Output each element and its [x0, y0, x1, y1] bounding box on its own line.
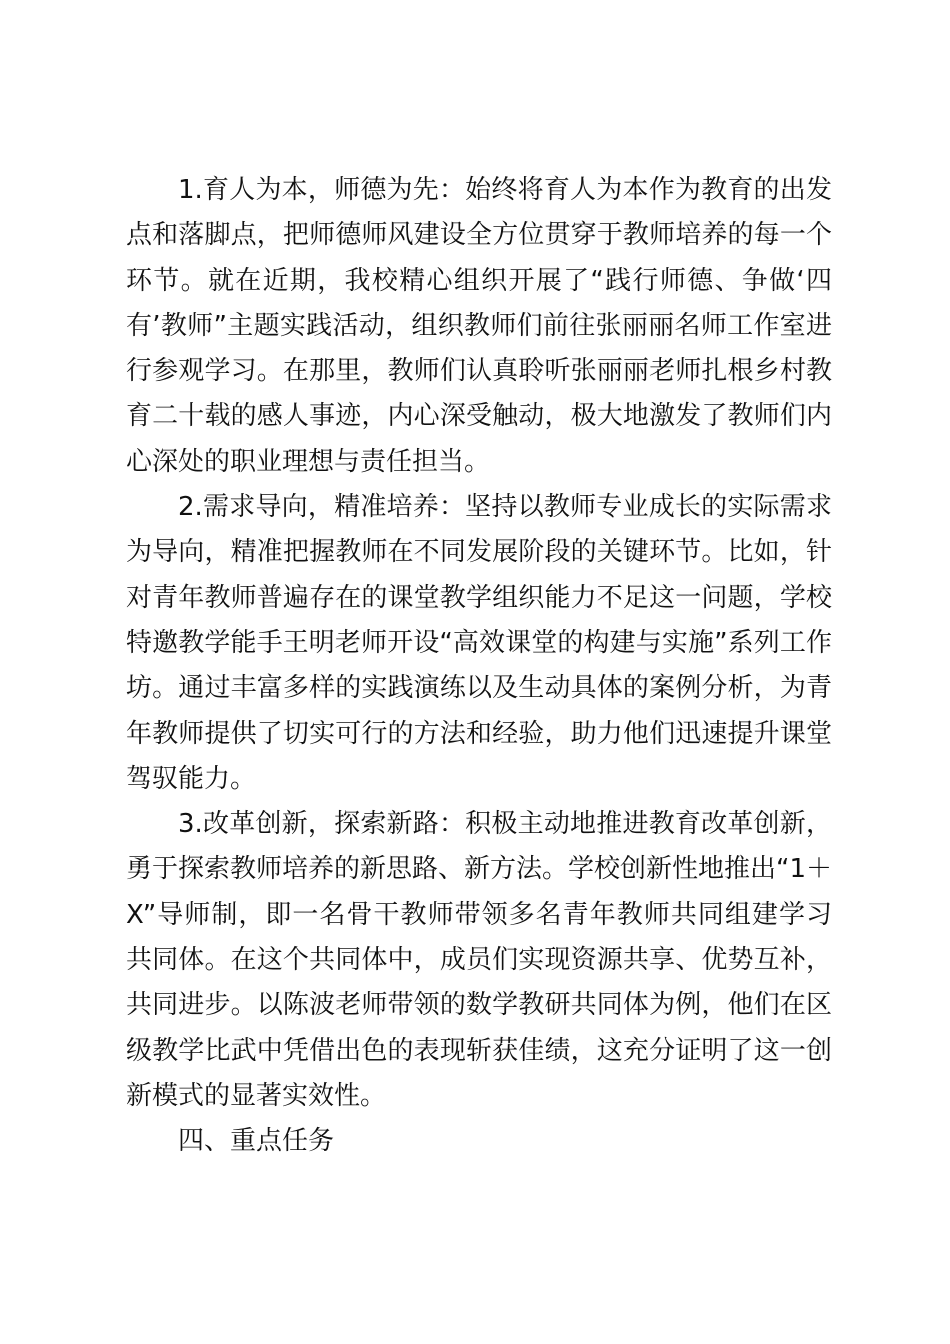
document-body — [126, 168, 832, 1165]
paragraph-1: 1.育人为本，师德为先：始终将育人为本作为教育的出发点和落脚点，把师德师风建设全方位贯穿于教师培养的每一个环节。就在近期，我校精心组织开展了“践行师德、争做‘四有’教师”主题实践活动，组织教师们前往张丽丽名师工作室进行参观学习。在那里，教师们认真聆听张丽丽老师扎根乡村教育二十载的感人事迹，内心深受触动，极大地激发了教师们内心深处的职业理想与责任担当。 — [126, 175, 832, 477]
paragraph-2: 2.需求导向，精准培养：坚持以教师专业成长的实际需求为导向，精准把握教师在不同发展阶段的关键环节。比如，针对青年教师普遍存在的课堂教学组织能力不足这一问题，学校特邀教学能手王明老师开设“高效课堂的构建与实施”系列工作坊。通过丰富多样的实践演练以及生动具体的案例分析，为青年教师提供了切实可行的方法和经验，助力他们迅速提升课堂驾驭能力。 — [126, 492, 832, 794]
section-heading: 四、重点任务 — [178, 1126, 335, 1157]
paragraph-3: 3.改革创新，探索新路：积极主动地推进教育改革创新，勇于探索教师培养的新思路、新方法。学校创新性地推出“1＋X”导师制，即一名骨干教师带领多名青年教师共同组建学习共同体。在这个共同体中，成员们实现资源共享、优势互补，共同进步。以陈波老师带领的数学教研共同体为例，他们在区级教学比武中凭借出色的表现斩获佳绩，这充分证明了这一创新模式的显著实效性。 — [126, 809, 833, 1111]
